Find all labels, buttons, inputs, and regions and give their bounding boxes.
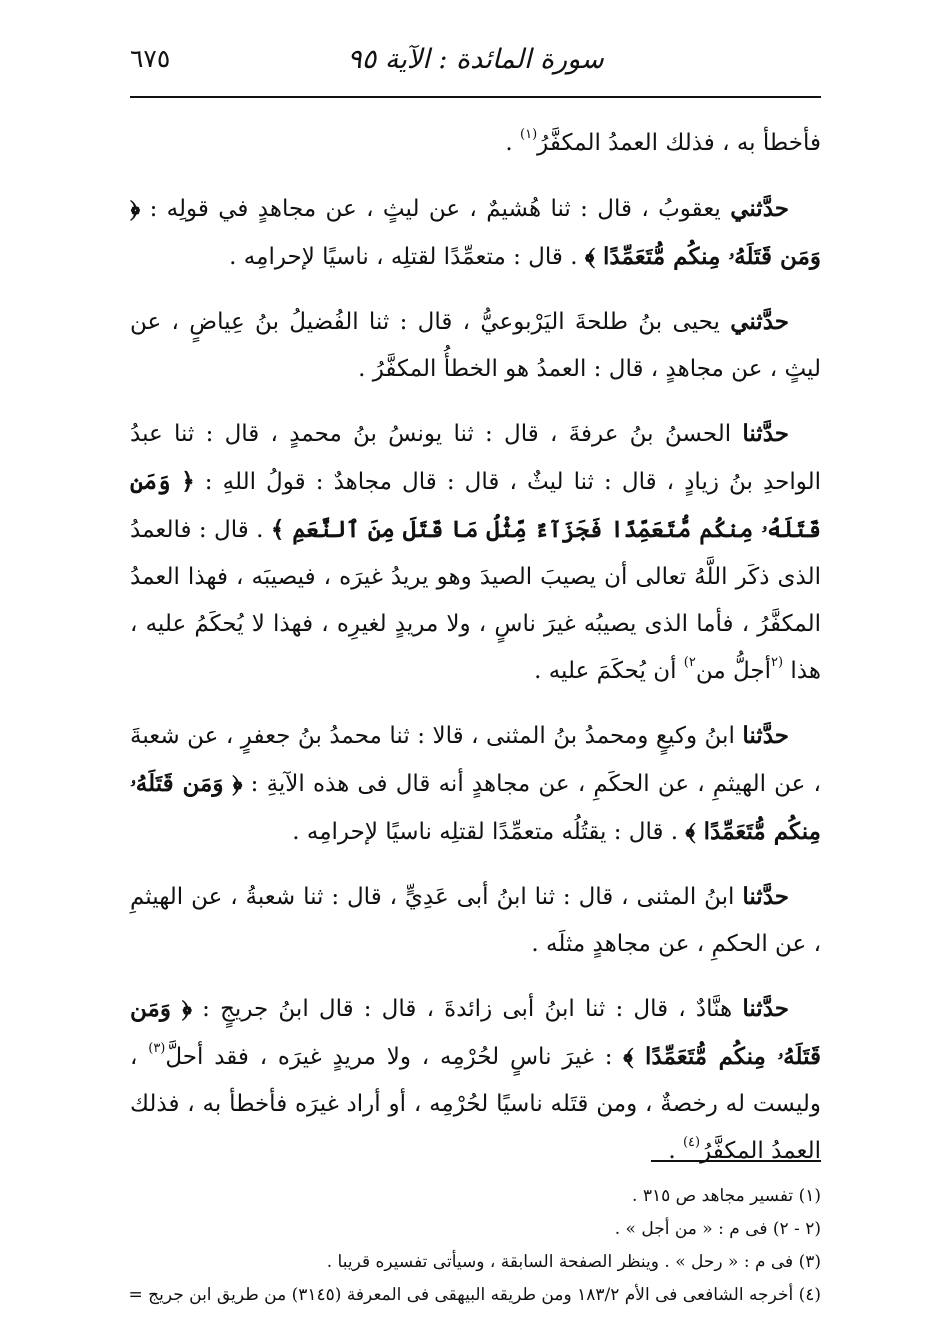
footnotes [130,1180,821,1312]
text-run: ابنُ وكيعٍ ومحمدُ بنُ المثنى ، قالا : ثنا محمدُ بنُ جعفرٍ ، عن شعبةَ ، عن الهيثمِ ، عن الحكَمِ ، عن مجاهدٍ أنه قال فى هذه الآيةِ : [130,723,821,797]
footnote-marker: (٣) [148,1041,166,1057]
paragraph-lead-word: حدَّثني [730,308,789,335]
footnote-marker: (٢ [771,655,784,671]
text-run: : غيرَ ناسٍ لحُرْمِه ، ولا مريدٍ غيرَه ، فقد أحلَّ [165,1044,624,1070]
footnote-marker: ٢) [683,655,696,671]
paragraph-lead-word: حدَّثنا [742,883,789,910]
quran-quote: ﴿ وَمَن قَتَلَهُۥ مِنكُم مُّتَعَمِّدًا فَجَزَآءٌ مِّثْلُ مَا قَتَلَ مِنَ ٱلنَّعَمِ ﴾ [130,468,822,543]
footnote-marker: (١) [520,127,538,143]
running-title: سورة المائدة : الآية ٩٥ [347,44,604,75]
paragraph-lead-word: حدَّثنا [742,995,789,1022]
footnote: (٢ - ٢) فى م : « من أجل » . [614,1219,821,1239]
text-run: . [668,1138,683,1164]
paragraph [130,120,821,167]
footnote-marker: (٤) [682,1135,701,1151]
text-run: . [505,130,520,156]
text-run: هنَّادٌ ، قال : ثنا ابنُ أبى زائدةَ ، قال : قال ابنُ جريجٍ : [192,996,743,1022]
running-header [130,42,821,92]
text-run: أجلُّ من [695,658,772,684]
text-run: فأخطأ به ، فذلك العمدُ المكفَّرُ [537,130,821,156]
text-run: ، وليست له رخصةٌ ، ومن قتَله ناسيًا لحُرْمِه ، أو أراد غيرَه فأخطأ به ، فذلك العمدُ المكفَّرُ [130,1044,821,1164]
text-run: يحيى بنُ طلحةَ اليَرْبوعيُّ ، قال : ثنا الفُضيلُ بنُ عِياضٍ ، عن ليثٍ ، عن مجاهدٍ ، قال : العمدُ هو الخطأُ المكفَّرُ . [130,309,821,382]
paragraph [130,298,821,393]
paragraph [130,985,821,1175]
paragraph [130,712,821,856]
paragraph [130,873,821,968]
text-run: ابنُ المثنى ، قال : ثنا ابنُ أبى عَدِيٍّ ، قال : ثنا شعبةُ ، عن الهيثمِ ، عن الحكمِ ، عن مجاهدٍ مثلَه . [130,884,821,957]
quran-quote: ﴿ وَمَن قَتَلَهُۥ مِنكُم مُّتَعَمِّدًا ﴾ [130,195,821,270]
text-run: . قال : يقتُلُه متعمِّدًا لقتلِه ناسيًا لإحرامِه . [292,819,686,845]
page-number: ٦٧٥ [130,44,171,73]
text-run: . قال : متعمِّدًا لقتلِه ، ناسيًا لإحرامِه . [229,244,585,270]
text-run: . قال : فالعمدُ الذى ذكَر اللَّهُ تعالى أن يصيبَ الصيدَ وهو يريدُ غيرَه ، فيصيبَه ، فهذا العمدُ المكفَّرُ ، فأما الذى يصيبُه غيرَ ناسٍ ، ولا مريدٍ لغيرِه ، فهذا لا يُحكَمُ عليه ، هذا [130,517,821,684]
main-text [130,120,821,1192]
footnote: (٣) فى م : « رحل » . وينظر الصفحة السابقة ، وسيأتى تفسيره قريبا . [326,1252,821,1272]
quran-quote: ﴿ وَمَن قَتَلَهُۥ مِنكُم مُّتَعَمِّدًا ﴾ [130,995,821,1070]
footnote: (٤) أخرجه الشافعى فى الأم ١٨٣/٢ ومن طريقه البيهقى فى المعرفة (٣١٤٥) من طريق ابن جريج = [128,1285,821,1305]
text-run: أن يُحكَمَ عليه . [534,658,684,684]
text-run: الحسنُ بنُ عرفةَ ، قال : ثنا يونسُ بنُ محمدٍ ، قال : ثنا عبدُ الواحدِ بنُ زيادٍ ، قال : ثنا ليثٌ ، قال : قال مجاهدٌ : قولُ اللهِ : [130,421,821,495]
header-rule [130,96,821,98]
footnote: (١) تفسير مجاهد ص ٣١٥ . [632,1186,821,1206]
text-run: يعقوبُ ، قال : ثنا هُشيمٌ ، عن ليثٍ ، عن مجاهدٍ في قولِه : [140,196,731,222]
paragraph-lead-word: حدَّثنا [742,420,789,447]
paragraph-lead-word: حدَّثنا [742,722,789,749]
footnote-separator [651,1160,821,1162]
quran-quote: ﴿ وَمَن قَتَلَهُۥ مِنكُم مُّتَعَمِّدًا ﴾ [130,770,821,845]
paragraph [130,185,821,281]
paragraph [130,410,821,695]
paragraph-lead-word: حدَّثني [730,195,789,222]
